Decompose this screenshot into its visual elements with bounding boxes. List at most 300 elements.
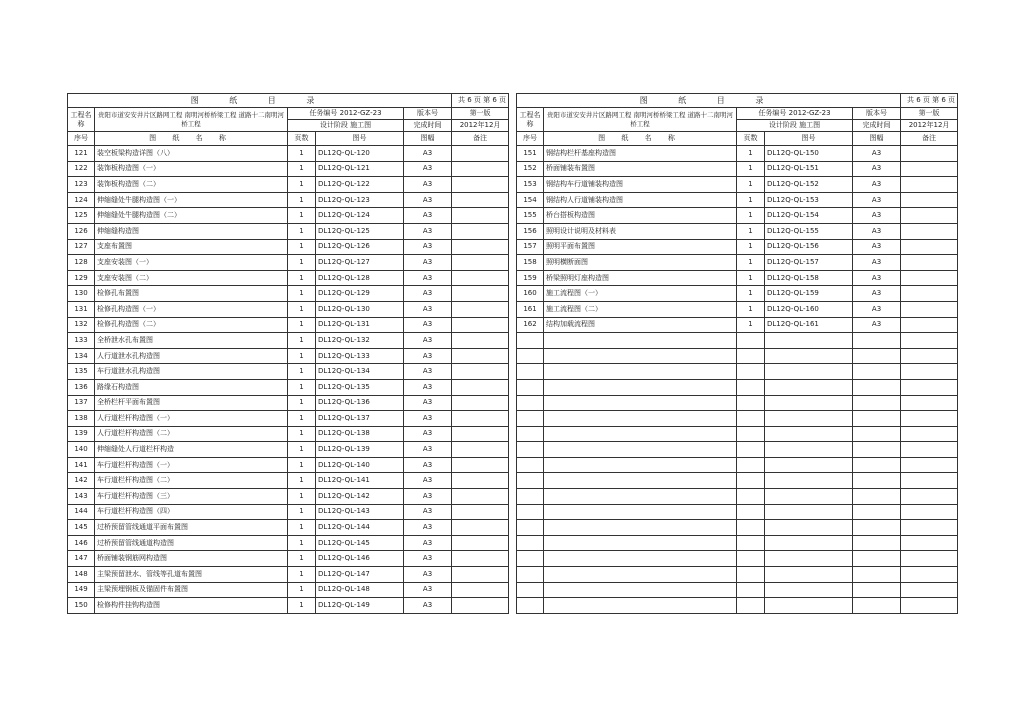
cell-drawing-name: 施工流程图（一） bbox=[544, 286, 737, 302]
cell-seq bbox=[517, 364, 544, 380]
cell-drawing-name: 人行道栏杆构造图（二） bbox=[95, 426, 288, 442]
cell-pages: 1 bbox=[288, 473, 316, 489]
cell-drawing-name: 过桥预留管线通道构造图 bbox=[95, 535, 288, 551]
cell-pages: 1 bbox=[288, 286, 316, 302]
cell-remark bbox=[901, 301, 958, 317]
table-row bbox=[517, 177, 958, 193]
cell-remark bbox=[452, 551, 509, 567]
cell-drawing-code: DL12Q-QL-126 bbox=[316, 239, 404, 255]
cell-drawing-name: 施工流程图（二） bbox=[544, 301, 737, 317]
completion-label: 完成时间 bbox=[404, 120, 452, 132]
cell-drawing-name: 车行道泄水孔构造图 bbox=[95, 364, 288, 380]
cell-size bbox=[853, 489, 901, 505]
cell-drawing-name: 支座安装图（一） bbox=[95, 255, 288, 271]
cell-seq: 131 bbox=[68, 301, 95, 317]
cell-pages: 1 bbox=[737, 255, 765, 271]
table-row bbox=[517, 286, 958, 302]
cell-seq bbox=[517, 504, 544, 520]
cell-pages bbox=[737, 489, 765, 505]
cell-size: A3 bbox=[404, 161, 452, 177]
empty-table-row bbox=[517, 504, 958, 520]
column-code: 图号 bbox=[765, 132, 853, 146]
cell-drawing-name bbox=[544, 457, 737, 473]
cell-drawing-name bbox=[544, 333, 737, 349]
cell-seq: 128 bbox=[68, 255, 95, 271]
cell-pages: 1 bbox=[288, 379, 316, 395]
table-row bbox=[68, 333, 509, 349]
empty-table-row bbox=[517, 598, 958, 614]
cell-remark bbox=[901, 364, 958, 380]
cell-remark bbox=[452, 192, 509, 208]
cell-pages bbox=[737, 411, 765, 427]
cell-pages: 1 bbox=[737, 239, 765, 255]
cell-pages: 1 bbox=[288, 411, 316, 427]
cell-seq bbox=[517, 333, 544, 349]
version-value: 第一版 bbox=[901, 108, 958, 120]
cell-remark bbox=[452, 348, 509, 364]
cell-pages: 1 bbox=[288, 239, 316, 255]
empty-table-row bbox=[517, 567, 958, 583]
cell-pages: 1 bbox=[288, 535, 316, 551]
completion-date: 2012年12月 bbox=[452, 120, 509, 132]
table-row bbox=[68, 177, 509, 193]
cell-drawing-code: DL12Q-QL-143 bbox=[316, 504, 404, 520]
cell-size: A3 bbox=[404, 239, 452, 255]
page-count bbox=[452, 94, 509, 108]
cell-drawing-name: 全桥泄水孔布置图 bbox=[95, 333, 288, 349]
cell-pages: 1 bbox=[288, 255, 316, 271]
table-row bbox=[68, 551, 509, 567]
cell-pages bbox=[737, 442, 765, 458]
cell-seq bbox=[517, 551, 544, 567]
cell-drawing-name bbox=[544, 442, 737, 458]
cell-drawing-name: 车行道栏杆构造图（三） bbox=[95, 489, 288, 505]
cell-remark bbox=[452, 379, 509, 395]
task-number bbox=[737, 108, 853, 120]
cell-pages bbox=[737, 333, 765, 349]
column-remark: 备注 bbox=[452, 132, 509, 146]
project-name: 贵阳市道安安井片区路网工程 南明河桥桥梁工程 道路十二南明河桥工程 bbox=[95, 108, 288, 132]
cell-pages bbox=[737, 582, 765, 598]
cell-remark bbox=[452, 520, 509, 536]
cell-pages: 1 bbox=[288, 223, 316, 239]
cell-seq bbox=[517, 473, 544, 489]
cell-pages: 1 bbox=[737, 161, 765, 177]
cell-drawing-code bbox=[765, 504, 853, 520]
cell-drawing-code: DL12Q-QL-147 bbox=[316, 567, 404, 583]
cell-remark bbox=[901, 442, 958, 458]
cell-size: A3 bbox=[404, 473, 452, 489]
cell-drawing-code: DL12Q-QL-133 bbox=[316, 348, 404, 364]
cell-drawing-name bbox=[544, 379, 737, 395]
cell-seq bbox=[517, 348, 544, 364]
cell-remark bbox=[901, 333, 958, 349]
cell-drawing-code bbox=[765, 473, 853, 489]
drawing-list-table bbox=[516, 93, 958, 614]
cell-pages bbox=[737, 598, 765, 614]
cell-seq: 144 bbox=[68, 504, 95, 520]
table-row bbox=[517, 301, 958, 317]
cell-seq: 150 bbox=[68, 598, 95, 614]
page-total: 共 6 页 bbox=[458, 96, 481, 104]
cell-drawing-code: DL12Q-QL-138 bbox=[316, 426, 404, 442]
cell-drawing-code: DL12Q-QL-152 bbox=[765, 177, 853, 193]
table-row bbox=[68, 317, 509, 333]
cell-size bbox=[853, 364, 901, 380]
cell-size: A3 bbox=[853, 239, 901, 255]
cell-pages: 1 bbox=[288, 598, 316, 614]
cell-pages bbox=[737, 379, 765, 395]
cell-drawing-name: 检修孔布置图 bbox=[95, 286, 288, 302]
table-row bbox=[517, 208, 958, 224]
cell-remark bbox=[901, 348, 958, 364]
cell-remark bbox=[452, 567, 509, 583]
cell-remark bbox=[901, 567, 958, 583]
column-size: 图幅 bbox=[853, 132, 901, 146]
cell-size bbox=[853, 395, 901, 411]
cell-remark bbox=[901, 146, 958, 162]
cell-drawing-code bbox=[765, 520, 853, 536]
cell-size: A3 bbox=[404, 348, 452, 364]
cell-drawing-name: 主梁预留泄水、管线等孔道布置图 bbox=[95, 567, 288, 583]
cell-size: A3 bbox=[404, 192, 452, 208]
cell-seq: 137 bbox=[68, 395, 95, 411]
cell-seq: 121 bbox=[68, 146, 95, 162]
cell-remark bbox=[901, 177, 958, 193]
cell-drawing-name bbox=[544, 489, 737, 505]
version-label: 版本号 bbox=[853, 108, 901, 120]
cell-pages bbox=[737, 348, 765, 364]
cell-pages bbox=[737, 535, 765, 551]
cell-pages bbox=[737, 426, 765, 442]
cell-pages: 1 bbox=[288, 442, 316, 458]
cell-pages: 1 bbox=[737, 301, 765, 317]
cell-drawing-code: DL12Q-QL-131 bbox=[316, 317, 404, 333]
cell-remark bbox=[901, 489, 958, 505]
cell-pages: 1 bbox=[737, 270, 765, 286]
cell-size: A3 bbox=[404, 270, 452, 286]
cell-drawing-code: DL12Q-QL-155 bbox=[765, 223, 853, 239]
cell-seq: 125 bbox=[68, 208, 95, 224]
cell-seq: 129 bbox=[68, 270, 95, 286]
cell-seq: 139 bbox=[68, 426, 95, 442]
cell-drawing-code: DL12Q-QL-159 bbox=[765, 286, 853, 302]
cell-drawing-name: 照明平面布置图 bbox=[544, 239, 737, 255]
page-count bbox=[901, 94, 958, 108]
empty-table-row bbox=[517, 379, 958, 395]
task-number-value: 2012-GZ-23 bbox=[339, 109, 382, 117]
cell-remark bbox=[452, 395, 509, 411]
cell-drawing-name bbox=[544, 551, 737, 567]
cell-remark bbox=[452, 317, 509, 333]
cell-size: A3 bbox=[404, 551, 452, 567]
cell-drawing-name bbox=[544, 364, 737, 380]
cell-drawing-name: 车行道栏杆构造图（一） bbox=[95, 457, 288, 473]
cell-size: A3 bbox=[404, 504, 452, 520]
cell-pages: 1 bbox=[737, 223, 765, 239]
table-row bbox=[517, 161, 958, 177]
cell-size: A3 bbox=[404, 301, 452, 317]
table-row bbox=[68, 426, 509, 442]
table-row bbox=[517, 223, 958, 239]
cell-drawing-code: DL12Q-QL-140 bbox=[316, 457, 404, 473]
drawing-stage-value: 施工图 bbox=[350, 121, 372, 129]
cell-remark bbox=[901, 255, 958, 271]
cell-size bbox=[853, 348, 901, 364]
cell-size bbox=[853, 535, 901, 551]
column-name: 图 纸 名 称 bbox=[544, 132, 737, 146]
cell-drawing-code: DL12Q-QL-146 bbox=[316, 551, 404, 567]
table-row bbox=[68, 208, 509, 224]
cell-size: A3 bbox=[404, 598, 452, 614]
cell-drawing-code bbox=[765, 582, 853, 598]
cell-drawing-code bbox=[765, 426, 853, 442]
cell-seq bbox=[517, 379, 544, 395]
cell-remark bbox=[901, 223, 958, 239]
cell-drawing-name: 车行道栏杆构造图（二） bbox=[95, 473, 288, 489]
cell-seq bbox=[517, 489, 544, 505]
cell-pages bbox=[737, 395, 765, 411]
cell-size: A3 bbox=[404, 535, 452, 551]
cell-seq: 122 bbox=[68, 161, 95, 177]
cell-drawing-code bbox=[765, 379, 853, 395]
cell-remark bbox=[452, 411, 509, 427]
cell-seq: 148 bbox=[68, 567, 95, 583]
table-row bbox=[68, 379, 509, 395]
empty-table-row bbox=[517, 473, 958, 489]
cell-pages bbox=[737, 504, 765, 520]
cell-drawing-name bbox=[544, 395, 737, 411]
cell-remark bbox=[452, 426, 509, 442]
cell-seq bbox=[517, 395, 544, 411]
cell-size: A3 bbox=[404, 255, 452, 271]
cell-size: A3 bbox=[853, 223, 901, 239]
cell-seq bbox=[517, 426, 544, 442]
cell-remark bbox=[452, 333, 509, 349]
cell-remark bbox=[901, 395, 958, 411]
table-row bbox=[68, 161, 509, 177]
cell-pages: 1 bbox=[288, 489, 316, 505]
cell-seq: 126 bbox=[68, 223, 95, 239]
cell-drawing-code: DL12Q-QL-120 bbox=[316, 146, 404, 162]
cell-pages: 1 bbox=[288, 567, 316, 583]
table-row bbox=[68, 223, 509, 239]
cell-pages: 1 bbox=[288, 333, 316, 349]
cell-seq: 145 bbox=[68, 520, 95, 536]
table-row bbox=[68, 520, 509, 536]
column-size: 图幅 bbox=[404, 132, 452, 146]
cell-drawing-name: 人行道泄水孔构造图 bbox=[95, 348, 288, 364]
cell-seq: 132 bbox=[68, 317, 95, 333]
cell-remark bbox=[452, 598, 509, 614]
column-header-row bbox=[517, 132, 958, 146]
cell-drawing-code: DL12Q-QL-149 bbox=[316, 598, 404, 614]
cell-remark bbox=[901, 239, 958, 255]
cell-drawing-code: DL12Q-QL-130 bbox=[316, 301, 404, 317]
project-label: 工程名称 bbox=[68, 108, 95, 132]
cell-remark bbox=[901, 286, 958, 302]
version-value: 第一版 bbox=[452, 108, 509, 120]
cell-size: A3 bbox=[404, 567, 452, 583]
cell-remark bbox=[452, 473, 509, 489]
table-row bbox=[68, 489, 509, 505]
cell-remark bbox=[452, 286, 509, 302]
empty-table-row bbox=[517, 411, 958, 427]
catalog-title: 图 纸 目 录 bbox=[68, 94, 452, 108]
cell-remark bbox=[452, 161, 509, 177]
cell-remark bbox=[901, 161, 958, 177]
cell-drawing-code: DL12Q-QL-122 bbox=[316, 177, 404, 193]
task-number-label: 任务编号 bbox=[758, 109, 787, 117]
cell-size bbox=[853, 333, 901, 349]
cell-drawing-name: 检修构件挂钩构造图 bbox=[95, 598, 288, 614]
column-name: 图 纸 名 称 bbox=[95, 132, 288, 146]
cell-drawing-code bbox=[765, 364, 853, 380]
cell-seq: 142 bbox=[68, 473, 95, 489]
cell-size bbox=[853, 582, 901, 598]
completion-label: 完成时间 bbox=[853, 120, 901, 132]
cell-drawing-name: 伸缩缝处牛腿构造图（二） bbox=[95, 208, 288, 224]
cell-drawing-code: DL12Q-QL-137 bbox=[316, 411, 404, 427]
column-remark: 备注 bbox=[901, 132, 958, 146]
cell-size bbox=[853, 520, 901, 536]
cell-drawing-code bbox=[765, 411, 853, 427]
cell-pages: 1 bbox=[288, 426, 316, 442]
cell-size: A3 bbox=[853, 286, 901, 302]
catalog-title: 图 纸 目 录 bbox=[517, 94, 901, 108]
column-code: 图号 bbox=[316, 132, 404, 146]
empty-table-row bbox=[517, 348, 958, 364]
cell-size: A3 bbox=[404, 379, 452, 395]
cell-drawing-name: 装饰板构造图（一） bbox=[95, 161, 288, 177]
cell-drawing-code: DL12Q-QL-156 bbox=[765, 239, 853, 255]
cell-drawing-name: 钢结构栏杆基座构造图 bbox=[544, 146, 737, 162]
empty-table-row bbox=[517, 442, 958, 458]
cell-drawing-code: DL12Q-QL-153 bbox=[765, 192, 853, 208]
table-row bbox=[68, 567, 509, 583]
cell-drawing-name bbox=[544, 535, 737, 551]
cell-size: A3 bbox=[404, 333, 452, 349]
cell-drawing-code: DL12Q-QL-139 bbox=[316, 442, 404, 458]
cell-pages: 1 bbox=[288, 395, 316, 411]
cell-size bbox=[853, 442, 901, 458]
table-row bbox=[68, 286, 509, 302]
cell-pages: 1 bbox=[288, 146, 316, 162]
empty-table-row bbox=[517, 489, 958, 505]
cell-size bbox=[853, 598, 901, 614]
cell-drawing-name: 路缘石构造图 bbox=[95, 379, 288, 395]
cell-drawing-name: 照明横断面图 bbox=[544, 255, 737, 271]
table-row bbox=[68, 192, 509, 208]
cell-seq: 140 bbox=[68, 442, 95, 458]
cell-pages: 1 bbox=[288, 317, 316, 333]
cell-drawing-code: DL12Q-QL-136 bbox=[316, 395, 404, 411]
cell-drawing-code: DL12Q-QL-124 bbox=[316, 208, 404, 224]
cell-remark bbox=[452, 535, 509, 551]
cell-drawing-code: DL12Q-QL-127 bbox=[316, 255, 404, 271]
cell-size bbox=[853, 473, 901, 489]
cell-seq: 138 bbox=[68, 411, 95, 427]
cell-drawing-name: 钢结构车行道铺装构造图 bbox=[544, 177, 737, 193]
cell-drawing-code: DL12Q-QL-141 bbox=[316, 473, 404, 489]
cell-drawing-code: DL12Q-QL-157 bbox=[765, 255, 853, 271]
cell-seq: 149 bbox=[68, 582, 95, 598]
cell-drawing-code: DL12Q-QL-154 bbox=[765, 208, 853, 224]
empty-table-row bbox=[517, 364, 958, 380]
table-row bbox=[68, 239, 509, 255]
table-row bbox=[68, 395, 509, 411]
drawing-list-table bbox=[67, 93, 509, 614]
cell-drawing-code bbox=[765, 395, 853, 411]
cell-pages: 1 bbox=[288, 161, 316, 177]
stage bbox=[737, 120, 853, 132]
table-row bbox=[68, 504, 509, 520]
cell-drawing-code: DL12Q-QL-145 bbox=[316, 535, 404, 551]
cell-size: A3 bbox=[404, 395, 452, 411]
cell-pages bbox=[737, 520, 765, 536]
cell-drawing-code: DL12Q-QL-121 bbox=[316, 161, 404, 177]
cell-drawing-code bbox=[765, 598, 853, 614]
cell-drawing-name bbox=[544, 426, 737, 442]
task-number-label: 任务编号 bbox=[309, 109, 338, 117]
cell-drawing-name: 桥面铺装钢筋网构造图 bbox=[95, 551, 288, 567]
cell-seq: 136 bbox=[68, 379, 95, 395]
cell-drawing-code bbox=[765, 567, 853, 583]
cell-remark bbox=[452, 146, 509, 162]
version-label: 版本号 bbox=[404, 108, 452, 120]
cell-seq: 124 bbox=[68, 192, 95, 208]
cell-seq: 143 bbox=[68, 489, 95, 505]
cell-seq: 160 bbox=[517, 286, 544, 302]
cell-drawing-code: DL12Q-QL-135 bbox=[316, 379, 404, 395]
cell-seq: 151 bbox=[517, 146, 544, 162]
cell-size: A3 bbox=[853, 146, 901, 162]
cell-remark bbox=[452, 208, 509, 224]
cell-drawing-name bbox=[544, 598, 737, 614]
cell-size: A3 bbox=[853, 161, 901, 177]
cell-drawing-code: DL12Q-QL-150 bbox=[765, 146, 853, 162]
cell-seq: 158 bbox=[517, 255, 544, 271]
cell-drawing-code: DL12Q-QL-144 bbox=[316, 520, 404, 536]
cell-pages: 1 bbox=[288, 582, 316, 598]
cell-drawing-code: DL12Q-QL-142 bbox=[316, 489, 404, 505]
cell-drawing-name: 车行道栏杆构造图（四） bbox=[95, 504, 288, 520]
cell-drawing-code bbox=[765, 348, 853, 364]
cell-size bbox=[853, 551, 901, 567]
design-stage-label: 设计阶段 bbox=[768, 121, 797, 129]
cell-pages: 1 bbox=[737, 177, 765, 193]
cell-seq: 162 bbox=[517, 317, 544, 333]
cell-size: A3 bbox=[404, 223, 452, 239]
cell-drawing-name bbox=[544, 567, 737, 583]
table-row bbox=[68, 255, 509, 271]
cell-remark bbox=[901, 426, 958, 442]
cell-drawing-name: 照明设计说明及材料表 bbox=[544, 223, 737, 239]
cell-seq: 153 bbox=[517, 177, 544, 193]
cell-remark bbox=[901, 270, 958, 286]
cell-remark bbox=[452, 223, 509, 239]
cell-remark bbox=[901, 535, 958, 551]
cell-size: A3 bbox=[853, 177, 901, 193]
cell-drawing-name bbox=[544, 520, 737, 536]
cell-size bbox=[853, 426, 901, 442]
cell-seq bbox=[517, 598, 544, 614]
design-stage-label: 设计阶段 bbox=[319, 121, 348, 129]
empty-table-row bbox=[517, 551, 958, 567]
cell-size: A3 bbox=[404, 208, 452, 224]
empty-table-row bbox=[517, 457, 958, 473]
cell-drawing-code: DL12Q-QL-151 bbox=[765, 161, 853, 177]
